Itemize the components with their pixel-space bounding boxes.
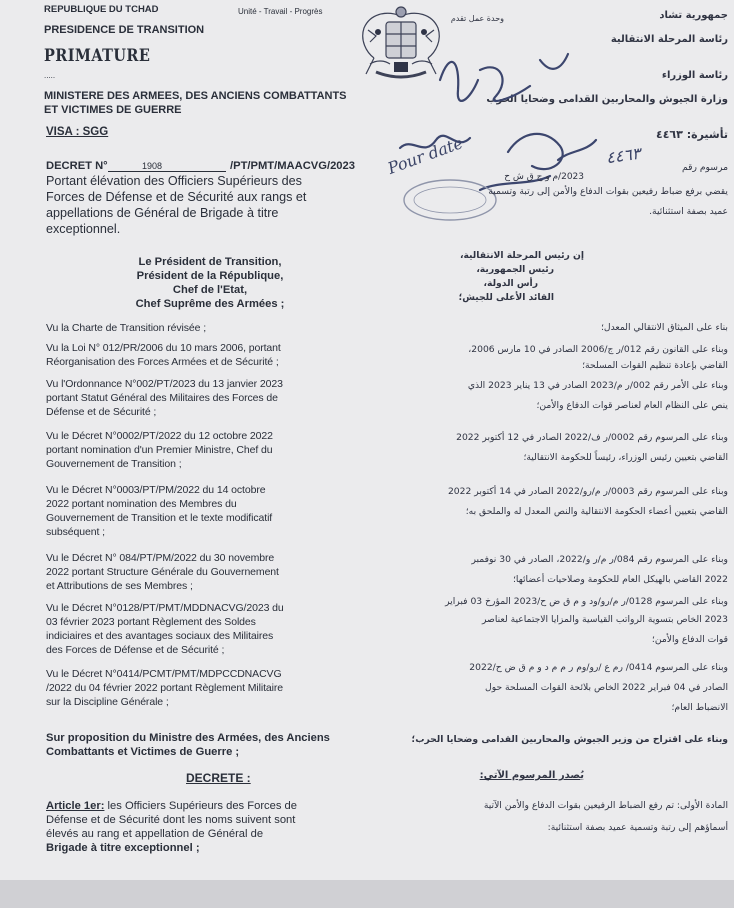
decrete-heading: DECRETE : <box>186 771 251 785</box>
decree-number-underline <box>108 171 226 172</box>
arabic-authority-2: رئيس الجمهورية، <box>476 264 554 275</box>
signature-stamp-overlay <box>300 40 630 240</box>
visa-fr-10: Vu le Décret N°0003/PT/PM/2022 du 14 octobre <box>46 484 266 496</box>
decree-title-2: Forces de Défense et de Sécurité aux rangs et <box>46 190 307 204</box>
visa-fr-5: portant Statut Général des Militaires des Forces de <box>46 392 278 404</box>
decree-title-3: appellations de Général de Brigade à titre <box>46 206 279 220</box>
visa-fr-13: subséquent ; <box>46 526 105 538</box>
arabic-authority-3: رأس الدولة، <box>483 278 538 289</box>
visa-fr-23: sur la Discipline Générale ; <box>46 696 169 708</box>
visa-ar-1: بناء على الميثاق الانتقالي المعدل؛ <box>601 322 728 333</box>
visa-fr-17: Vu le Décret N°0128/PT/PMT/MDDNACVG/2023 du <box>46 602 284 614</box>
visa-fr-7: Vu le Décret N°0002/PT/2022 du 12 octobre 2022 <box>46 430 273 442</box>
arabic-republic: جمهورية تشاد <box>659 10 728 21</box>
visa-fr-9: Gouvernement de Transition ; <box>46 458 182 470</box>
visa-fr-21: Vu le Décret N°0414/PCMT/PMT/MDPCCDNACVG <box>46 668 282 680</box>
arabic-primature: رئاسة الوزراء <box>661 70 728 81</box>
visa-fr-4: Vu l'Ordonnance N°002/PT/2023 du 13 janvier 2023 <box>46 378 283 390</box>
authority-line-3: Chef de l'Etat, <box>172 284 248 296</box>
visa-fr-22: /2022 du 04 février 2022 portant Règlement Militaire <box>46 682 284 694</box>
article-1-ar-2: أسماؤهم إلى رتبة وتسمية عميد بصفة استثنائية: <box>547 822 728 833</box>
decree-title-1: Portant élévation des Officiers Supérieurs des <box>46 174 302 188</box>
proposal-fr-1: Sur proposition du Ministre des Armées, des Anciens <box>46 732 330 744</box>
visa-fr-19: indiciaires et des avantages sociaux des Militaires <box>46 630 274 642</box>
visa-fr-12: Gouvernement de Transition et le texte modificatif <box>46 512 273 524</box>
proposal-fr-2: Combattants et Victimes de Guerre ; <box>46 746 240 758</box>
visa-ar-16: الصادر في 04 فبراير 2022 الخاص بلائحة القوات المسلحة حول <box>485 682 728 693</box>
article-1-ar-1: المادة الأولى: تم رفع الضباط الرفيعين بقوات الدفاع والأمن الآتية <box>483 800 728 811</box>
visa-label: VISA : SGG <box>46 126 109 138</box>
arabic-decree-number: 2023/م و ج ق ش ح <box>504 172 584 182</box>
dots-1: ..... <box>44 71 56 80</box>
motto: Unité - Travail - Progrès <box>238 7 323 16</box>
visa-fr-15: 2022 portant Structure Générale du Gouvernement <box>46 566 279 578</box>
visa-fr-1: Vu la Charte de Transition révisée ; <box>46 322 207 334</box>
visa-fr-11: 2022 portant nomination des Membres du <box>46 498 237 510</box>
visa-ar-2: وبناء على القانون رقم 012/ر ج/2006 الصادر في 10 مارس 2006، <box>468 344 728 355</box>
arabic-decree-label: مرسوم رقم <box>682 162 728 173</box>
arabic-motto: وحدة عمل تقدم <box>450 14 504 23</box>
arabic-authority-4: القائد الأعلى للجيش؛ <box>458 292 554 303</box>
visa-ar-14: قوات الدفاع والأمن؛ <box>651 634 728 645</box>
decree-suffix: /PT/PMT/MAACVG/2023 <box>230 160 355 172</box>
visa-fr-14: Vu le Décret N° 084/PT/PM/2022 du 30 novembre <box>46 552 275 564</box>
visa-ar-7: القاضي بتعيين رئيس الوزراء، رئيساً للحكومة الانتقالية؛ <box>523 452 728 463</box>
visa-ar-17: الانضباط العام؛ <box>671 702 728 713</box>
visa-ar-8: وبناء على المرسوم رقم 0003/ر م/رو/2022 الصادر في 14 أكتوبر 2022 <box>447 486 728 497</box>
primature-heading: PRIMATURE <box>44 46 151 66</box>
visa-fr-6: Défense et de Sécurité ; <box>46 406 157 418</box>
visa-ar-3: القاضي بإعادة تنظيم القوات المسلحة؛ <box>582 360 728 371</box>
article-1-line-3: élevés au rang et appellation de Général de <box>46 828 264 840</box>
ministry-line-2: ET VICTIMES DE GUERRE <box>44 104 182 116</box>
article-1-label: Article 1er: <box>46 800 105 812</box>
visa-fr-16: et Attributions de ses Membres ; <box>46 580 193 592</box>
decree-title-4: exceptionnel. <box>46 222 121 236</box>
article-1-line-4: Brigade à titre exceptionnel ; <box>46 842 200 854</box>
handwritten-number: ٤٤٦٣ <box>604 143 642 168</box>
arabic-decree-title-1: يقضي برفع ضباط رفيعين بقوات الدفاع والأمن إلى رتبة وتسمية <box>488 186 728 197</box>
visa-ar-13: 2023 الخاص بتسوية الرواتب القياسية والمزايا الاجتماعية لعناصر <box>481 614 728 625</box>
decree-number: 1908 <box>142 161 163 171</box>
arabic-authority-1: إن رئيس المرحلة الانتقالية، <box>460 250 584 261</box>
visa-ar-6: وبناء على المرسوم رقم 0002/ر ف/2022 الصادر في 12 أكتوبر 2022 <box>456 432 728 443</box>
authority-line-4: Chef Suprême des Armées ; <box>135 298 285 310</box>
article-1-text-1: les Officiers Supérieurs des Forces de <box>104 800 298 812</box>
visa-fr-20: des Forces de Défense et de Sécurité ; <box>46 644 225 656</box>
article-1-line-1 <box>46 800 297 813</box>
visa-fr-2: Vu la Loi N° 012/PR/2006 du 10 mars 2006, portant <box>46 342 281 354</box>
visa-fr-18: 03 février 2023 portant Règlement des Soldes <box>46 616 256 628</box>
visa-fr-8: portant nomination d'un Premier Ministre, Chef du <box>46 444 273 456</box>
visa-ar-4: وبناء على الأمر رقم 002/ر م/2023 الصادر في 13 يناير 2023 الذي <box>467 380 728 391</box>
visa-ar-11: 2022 القاضي بالهيكل العام للحكومة وصلاحيات أعضائها؛ <box>512 574 728 585</box>
arabic-decree-title-2: عميد بصفة استثنائية. <box>649 206 728 217</box>
proposal-ar: وبناء على اقتراح من وزير الجيوش والمحاربين القدامى وضحايا الحرب؛ <box>411 734 728 745</box>
decree-label: DECRET N° <box>46 160 108 172</box>
visa-ar-10: وبناء على المرسوم رقم 084/ر م/ر و/2022، الصادر في 30 نوفمبر <box>471 554 728 565</box>
handwritten-signature: Pour date <box>385 133 466 178</box>
presidency-heading: PRESIDENCE DE TRANSITION <box>44 24 205 36</box>
visa-ar-15: وبناء على المرسوم 0414/ رم ع /رو/وم ر م م د و م ق ض ح/2022 <box>469 662 728 673</box>
ministry-line-1: MINISTERE DES ARMEES, DES ANCIENS COMBATTANTS <box>44 90 347 102</box>
decrete-heading-ar: يُصدر المرسوم الآتي: <box>479 770 584 781</box>
authority-line-1: Le Président de Transition, <box>138 256 282 268</box>
photo-bottom-margin <box>0 880 734 908</box>
visa-fr-3: Réorganisation des Forces Armées et de Sécurité ; <box>46 356 279 368</box>
visa-ar-12: وبناء على المرسوم 0128/ر م/رو/ود و م ق ض ح/2023 المؤرخ 03 فبراير <box>445 596 728 607</box>
authority-line-2: Président de la République, <box>136 270 284 282</box>
republic-heading: REPUBLIQUE DU TCHAD <box>44 4 159 15</box>
arabic-visa: تأشيرة: ٤٤٦٣ <box>656 128 728 141</box>
arabic-presidency: رئاسة المرحلة الانتقالية <box>610 34 728 45</box>
visa-ar-9: القاضي بتعيين أعضاء الحكومة الانتقالية والنص المعدل له والملحق به؛ <box>465 506 728 517</box>
article-1-line-2: Défense et de Sécurité dont les noms suivent sont <box>46 814 296 826</box>
arabic-ministry: وزارة الجيوش والمحاربين القدامى وضحايا الحرب <box>486 94 728 105</box>
visa-ar-5: ينص على النظام العام لعناصر قوات الدفاع والأمن؛ <box>536 400 728 411</box>
